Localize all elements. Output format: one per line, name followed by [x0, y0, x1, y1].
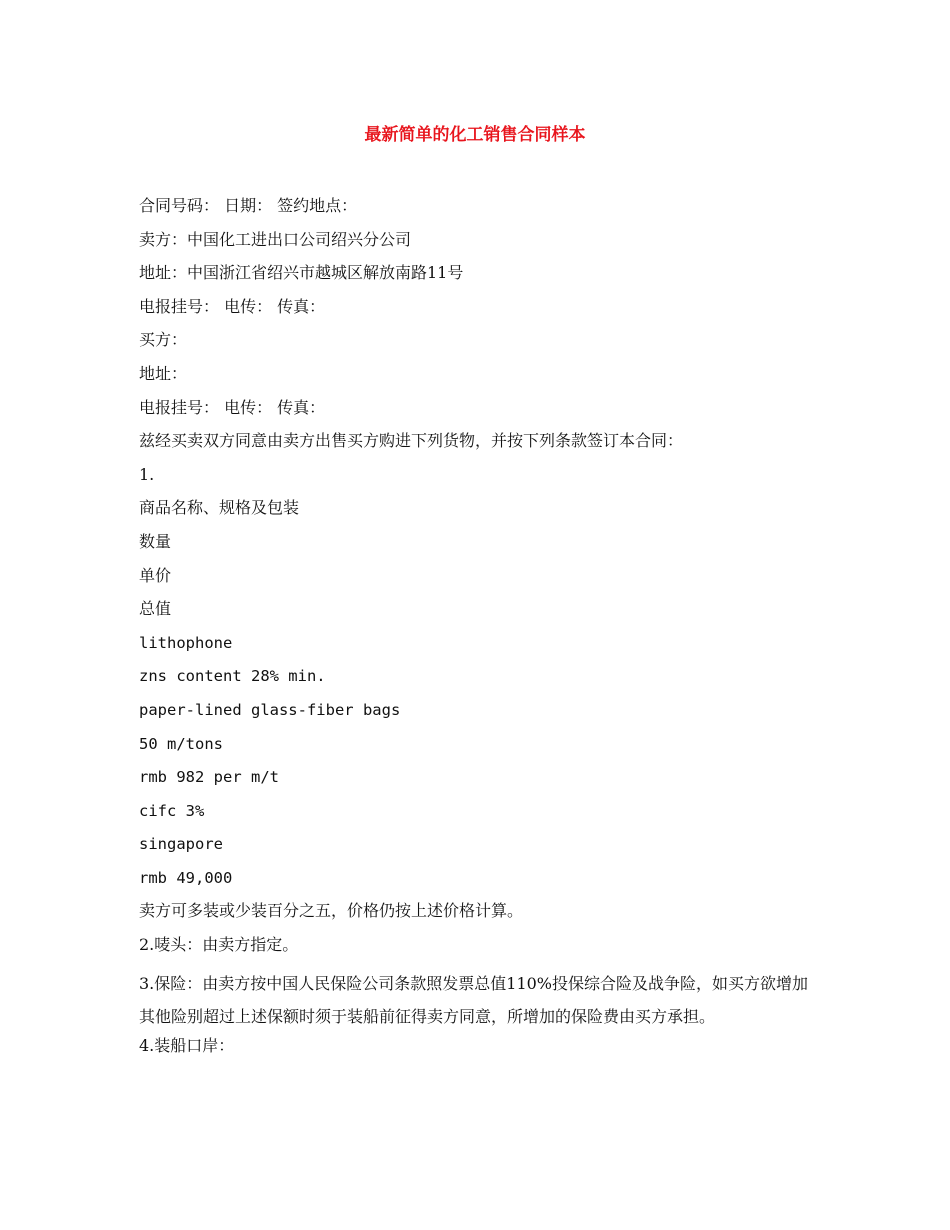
item-number: 1.: [139, 464, 155, 484]
column-unit-price: 单价: [139, 565, 172, 585]
goods-line: 50 m/tons: [139, 734, 223, 753]
column-name: 商品名称、规格及包装: [139, 498, 300, 518]
goods-line: zns content 28% min.: [139, 667, 326, 686]
clause-shipping-marks: 2.唛头：由卖方指定。: [139, 935, 299, 955]
tolerance-paragraph: 卖方可多装或少装百分之五，价格仍按上述价格计算。: [139, 901, 524, 921]
seller-address: 地址：中国浙江省绍兴市越城区解放南路11号: [139, 263, 464, 283]
goods-line: cifc 3%: [139, 801, 205, 820]
contract-body: [139, 194, 819, 1067]
seller-contact: 电报挂号： 电传： 传真：: [139, 296, 326, 316]
column-quantity: 数量: [139, 531, 172, 551]
seller-line: 卖方：中国化工进出口公司绍兴分公司: [139, 229, 412, 249]
buyer-line: 买方：: [139, 330, 188, 350]
contract-header-line: 合同号码： 日期： 签约地点：: [139, 196, 358, 215]
goods-line: singapore: [139, 835, 223, 854]
goods-line: paper-lined glass-fiber bags: [139, 700, 401, 719]
clause-loading-port: 4.装船口岸：: [139, 1035, 235, 1055]
document-title: 最新简单的化工销售合同样本: [364, 125, 586, 145]
buyer-address: 地址：: [139, 363, 188, 383]
clause-insurance: 3.保险：由卖方按中国人民保险公司条款照发票总值110%投保综合险及战争险，如买方欲增加其他险别超过上述保额时须于装船前征得卖方同意，所增加的保险费由买方承担。: [139, 973, 809, 1027]
goods-line: rmb 49,000: [139, 868, 233, 887]
column-total: 总值: [139, 599, 172, 619]
goods-line: rmb 982 per m/t: [139, 768, 279, 787]
intro-paragraph: 兹经买卖双方同意由卖方出售买方购进下列货物，并按下列条款签订本合同：: [139, 431, 684, 451]
buyer-contact: 电报挂号： 电传： 传真：: [139, 397, 326, 417]
goods-line: lithophone: [139, 633, 233, 652]
